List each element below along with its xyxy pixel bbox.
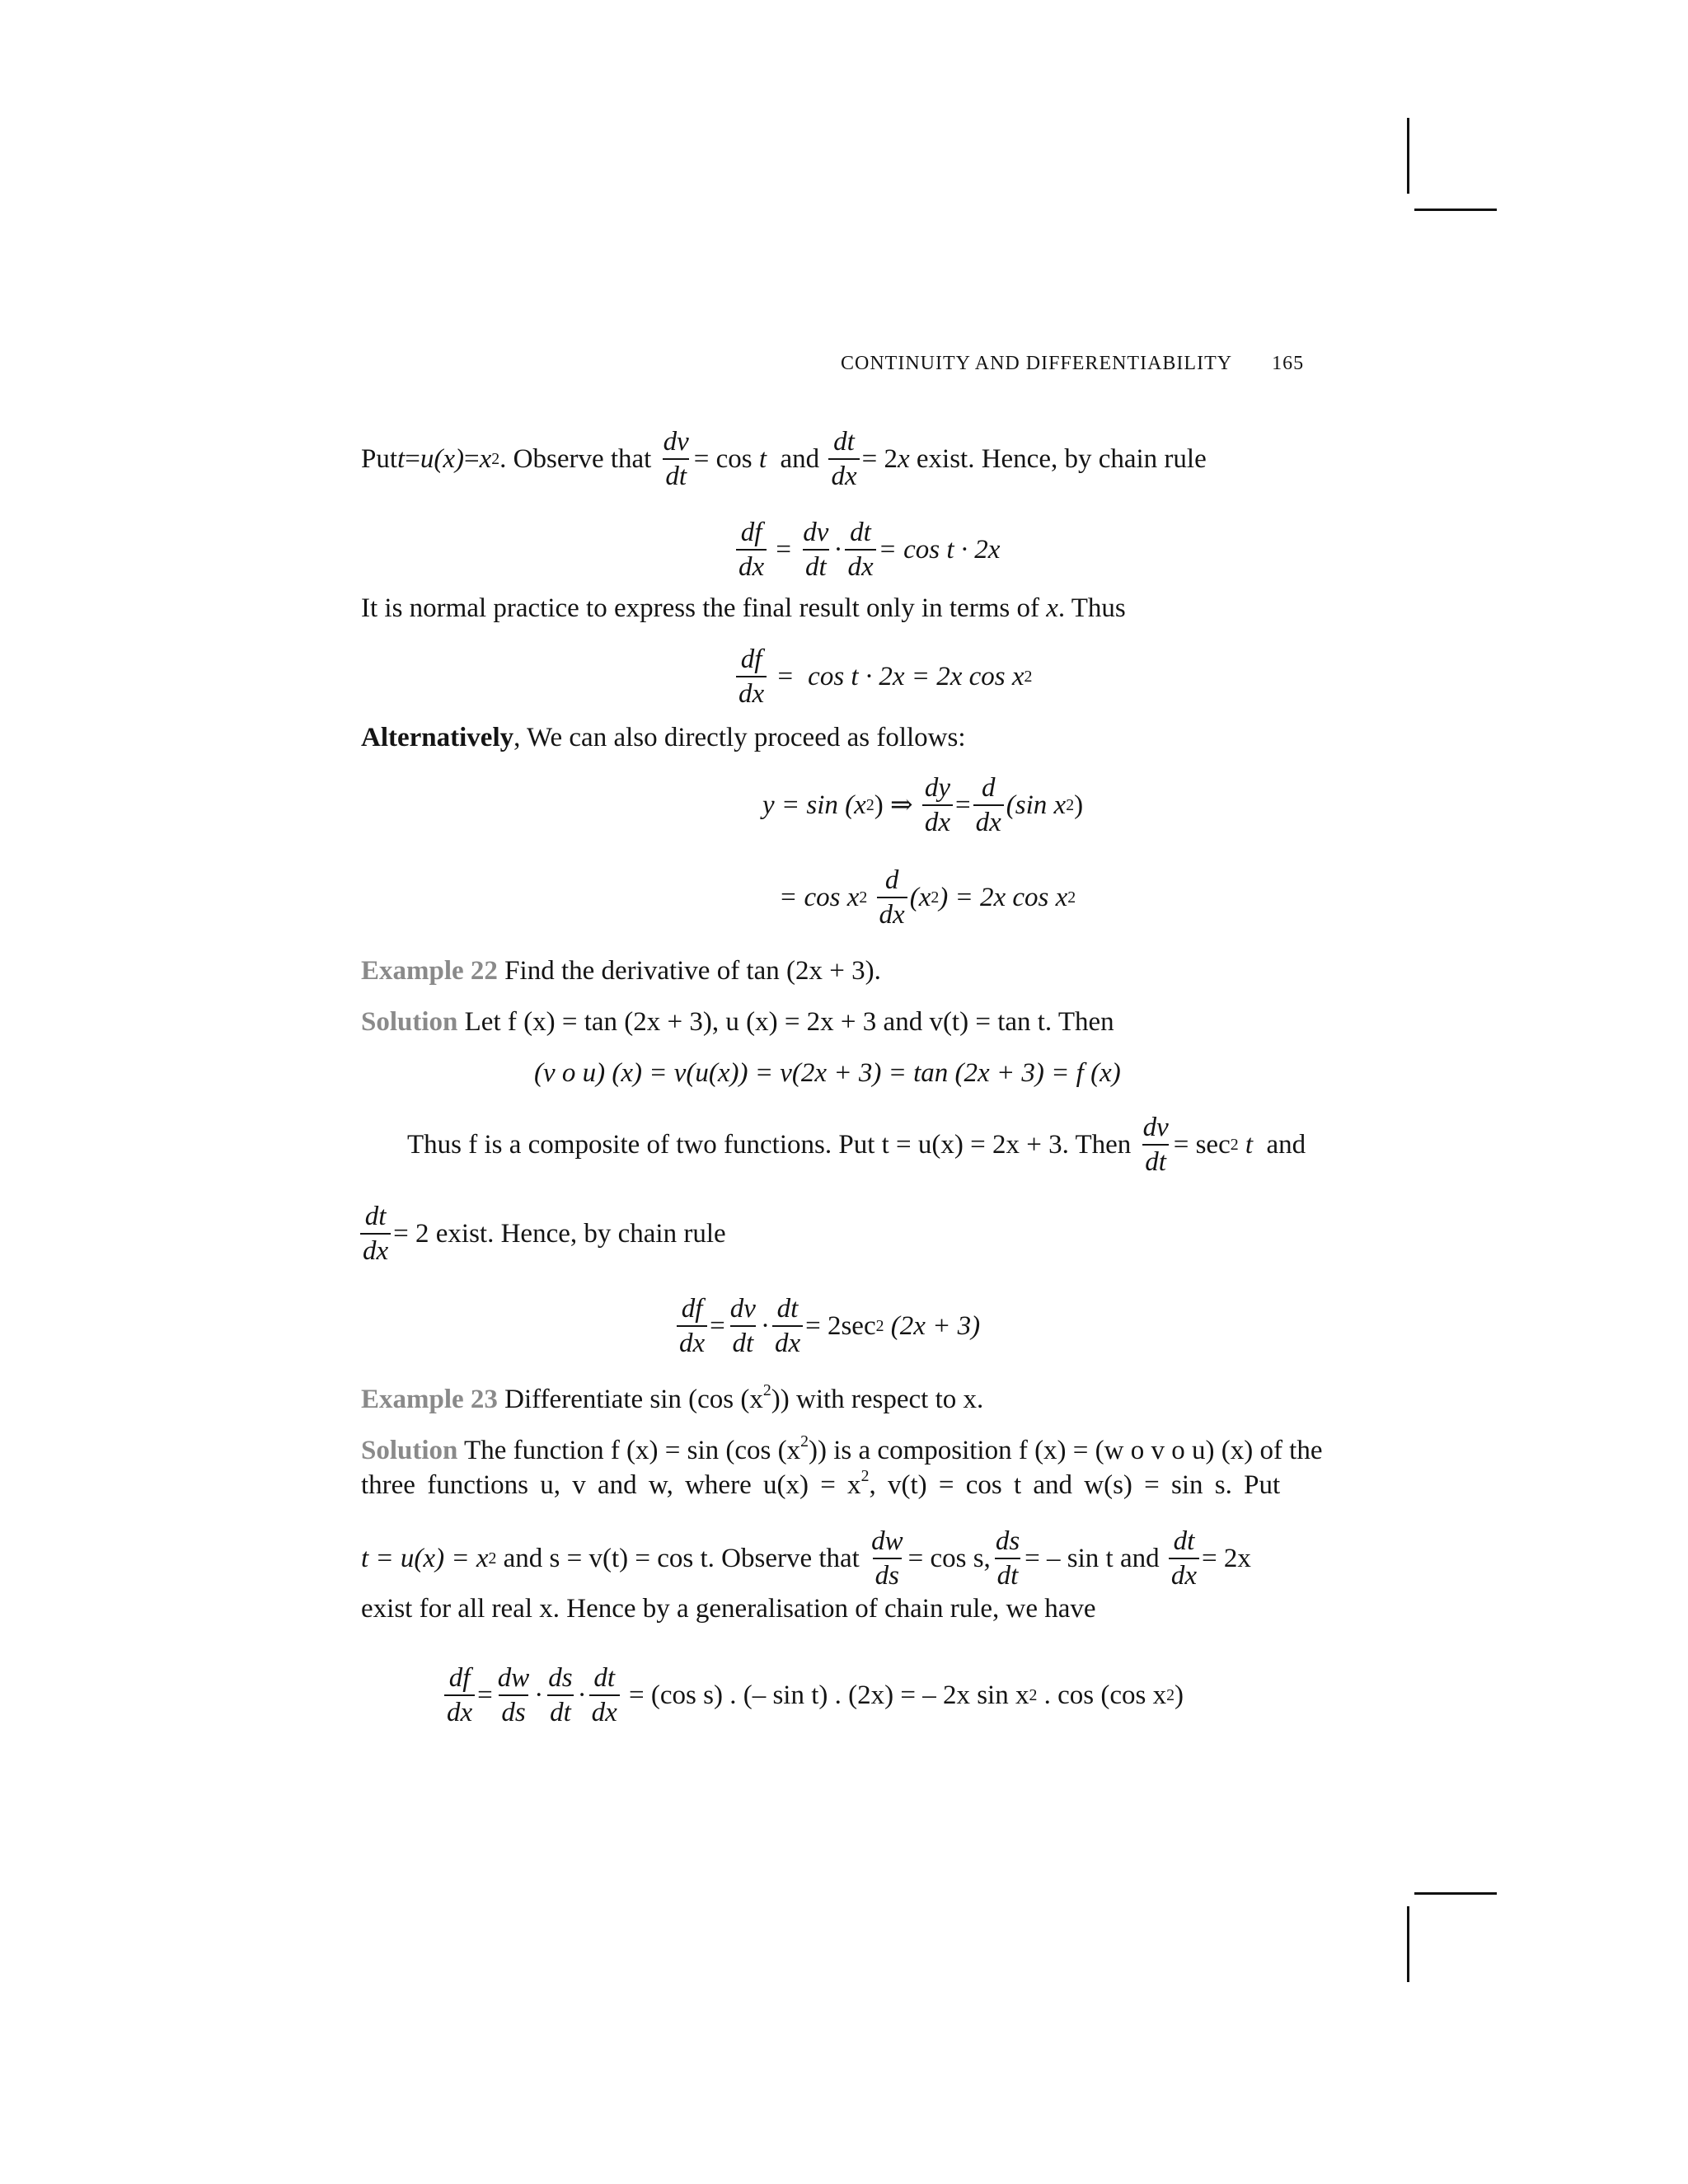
text: = cos s,	[907, 1544, 991, 1574]
numerator: dt	[1173, 1526, 1195, 1556]
text: = 2	[861, 444, 898, 475]
paragraph-put-t: Put t = u (x) = x 2 . Observe that $\frac{dv}{dt}$ = cos t and $\frac{dt}{dx}$ = 2 x exist. Hence, by chain rule	[361, 427, 1207, 492]
example-label: Example 22	[361, 956, 498, 986]
text: t = u(x) = x	[361, 1544, 489, 1574]
text: = sec	[1173, 1130, 1231, 1160]
denominator: dx	[1169, 1558, 1199, 1591]
text: y = sin (x	[762, 790, 866, 821]
paragraph-normal-practice	[361, 592, 1126, 625]
denominator: dx	[589, 1694, 620, 1727]
math-var: x	[479, 444, 492, 475]
fraction-dy-dx	[922, 773, 953, 838]
denominator: dx	[828, 458, 859, 491]
text: exist. Hence, by chain rule	[909, 444, 1207, 475]
math-var: t	[1238, 1130, 1254, 1160]
denominator: ds	[873, 1558, 902, 1591]
text: = cos t · 2x = 2x cos x	[769, 662, 1025, 692]
text: = (cos s) . (– sin t) . (2x) = – 2x sin x	[621, 1680, 1029, 1711]
numerator: df	[448, 1663, 471, 1693]
fraction-dt-dx	[772, 1294, 803, 1359]
text: and	[1253, 1130, 1306, 1160]
example-question: Find the derivative of tan (2x + 3).	[497, 956, 881, 986]
fraction-dv-dt	[728, 1294, 758, 1359]
text: = 2x	[1202, 1544, 1251, 1574]
text: , We can also directly proceed as follows:	[513, 723, 966, 752]
text: = – sin t and	[1025, 1544, 1166, 1574]
crop-mark-bottom-horizontal	[1414, 1892, 1497, 1895]
fraction-dt-dx	[845, 518, 875, 583]
text: . Observe that	[499, 444, 659, 475]
fraction-dw-ds	[495, 1663, 532, 1728]
example-23-heading	[361, 1383, 983, 1416]
numerator: dv	[663, 427, 689, 457]
crop-mark-top-vertical	[1407, 118, 1409, 194]
text: )	[1174, 1680, 1184, 1711]
math-var: t	[397, 444, 406, 475]
running-title: CONTINUITY AND DIFFERENTIABILITY	[841, 353, 1232, 374]
numerator: ds	[548, 1663, 573, 1693]
numerator: dt	[833, 427, 855, 457]
paragraph-alternatively	[361, 721, 966, 754]
text: and	[767, 444, 827, 475]
denominator: dx	[736, 549, 767, 582]
dot-operator: ·	[534, 1680, 544, 1711]
numerator: dv	[803, 518, 829, 547]
fraction-df-dx	[736, 518, 767, 583]
denominator: dx	[772, 1325, 803, 1358]
text: = cos t · 2x	[878, 535, 1001, 565]
fraction-dt-dx	[360, 1202, 391, 1267]
fraction-dt-dx	[1169, 1526, 1199, 1591]
bold-label: Alternatively	[361, 723, 514, 752]
equation-direct-2: = cos x 2 $\frac{d}{dx}$ (x 2 ) = 2x cos x 2	[779, 865, 1076, 930]
denominator: dt	[663, 458, 689, 491]
fraction-dv-dt	[661, 427, 692, 492]
dot-operator: ·	[760, 1311, 770, 1342]
text: = cos	[693, 444, 753, 475]
fraction-ds-dt	[546, 1663, 574, 1728]
fraction-dv-dt	[1141, 1113, 1171, 1178]
fraction-dt-dx	[589, 1663, 620, 1728]
text: exist for all real x. Hence by a generalisation of chain rule, we have	[361, 1594, 1096, 1624]
fraction-df-dx	[677, 1294, 707, 1359]
equation-result-in-x: $\frac{df}{dx}$ = cos t · 2x = 2x cos x 2	[734, 644, 1032, 710]
denominator: dx	[973, 804, 1004, 837]
fraction-dw-ds	[869, 1526, 906, 1591]
denominator: dt	[730, 1325, 757, 1358]
denominator: ds	[499, 1694, 528, 1727]
text: , v(t) = cos t and w(s) = sin s. Put	[869, 1470, 1281, 1500]
example-23-final-equation: $\frac{df}{dx}$ = $\frac{dw}{ds}$ · $\frac{ds}{dt}$ · $\frac{dt}{dx}$ = (cos s) . (– sin t) . (2x) = – 2x sin x 2 . cos (cos x 2 )	[442, 1663, 1184, 1728]
running-header	[841, 353, 1304, 375]
example-23-solution-line-1	[361, 1434, 1323, 1467]
text: The function f (x) = sin (cos (x	[457, 1436, 801, 1465]
superscript: 2	[762, 1381, 771, 1400]
math-var: x	[1046, 593, 1058, 623]
numerator: d	[981, 773, 996, 803]
text: )) is a composition f (x) = (w o v o u) (x) of the	[809, 1436, 1323, 1465]
example-23-solution-line-4	[361, 1592, 1096, 1625]
text: (x	[909, 883, 931, 913]
denominator: dx	[845, 549, 875, 582]
fraction-d-dx	[877, 865, 907, 930]
solution-text: Let f (x) = tan (2x + 3), u (x) = 2x + 3 and v(t) = tan t. Then	[457, 1007, 1114, 1037]
text: three functions u, v and w, where u(x) = x	[361, 1470, 861, 1500]
text: = 2 exist. Hence, by chain rule	[393, 1219, 726, 1249]
denominator: dt	[547, 1694, 574, 1727]
text: . Thus	[1057, 593, 1126, 623]
denominator: dt	[1142, 1144, 1169, 1177]
text: =	[955, 790, 971, 821]
solution-label: Solution	[361, 1007, 458, 1037]
math-var: u	[420, 444, 434, 475]
example-question: Differentiate sin (cos (x	[497, 1385, 763, 1414]
dot-operator: ·	[577, 1680, 587, 1711]
example-23-solution-line-2	[361, 1469, 1280, 1502]
numerator: dv	[1142, 1113, 1169, 1142]
math-var: (x)	[434, 444, 464, 475]
numerator: dw	[871, 1526, 903, 1556]
math-var: t	[758, 444, 767, 475]
superscript: 2	[800, 1432, 809, 1451]
equation-direct-1: y = sin (x 2 ) ⇒ $\frac{dy}{dx}$ = $\frac{d}{dx}$ (sin x 2 )	[762, 773, 1084, 838]
denominator: dx	[877, 897, 907, 930]
fraction-dt-dx	[828, 427, 859, 492]
denominator: dx	[444, 1694, 475, 1727]
numerator: dw	[497, 1663, 530, 1693]
denominator: dx	[677, 1325, 707, 1358]
text: Put	[361, 444, 398, 475]
crop-mark-top-horizontal	[1414, 209, 1497, 211]
numerator: df	[740, 518, 762, 547]
equation-chain-rule-1	[734, 518, 1000, 583]
text: = 2sec	[805, 1311, 876, 1342]
denominator: dx	[360, 1233, 391, 1266]
example-22-final-equation: $\frac{df}{dx}$ = $\frac{dv}{dt}$ · $\frac{dt}{dx}$ = 2sec 2 (2x + 3)	[674, 1294, 980, 1359]
text: ) ⇒	[874, 790, 913, 821]
numerator: dv	[729, 1294, 756, 1324]
numerator: df	[740, 644, 762, 674]
text: )) with respect to x.	[771, 1385, 984, 1414]
fraction-df-dx	[444, 1663, 475, 1728]
text: and s = v(t) = cos t. Observe that	[496, 1544, 867, 1574]
fraction-ds-dt	[993, 1526, 1022, 1591]
numerator: dt	[364, 1202, 387, 1231]
fraction-dv-dt	[800, 518, 831, 583]
example-22-composition	[534, 1057, 1121, 1090]
text: (sin x	[1006, 790, 1067, 821]
example-23-solution-line-3: t = u(x) = x 2 and s = v(t) = cos t. Observe that $\frac{dw}{ds}$ = cos s, $\frac{ds}{dt}$ = – sin t and $\frac{dt}{dx}$ = 2x	[361, 1526, 1251, 1591]
example-22-thus: Thus f is a composite of two functions. Put t = u(x) = 2x + 3. Then $\frac{dv}{dt}$ = sec 2 t and	[407, 1113, 1306, 1178]
text: Thus f is a composite of two functions. Put t = u(x) = 2x + 3. Then	[407, 1130, 1132, 1160]
example-22-heading	[361, 954, 881, 987]
denominator: dt	[995, 1558, 1021, 1591]
equation-text: (v o u) (x) = v(u(x)) = v(2x + 3) = tan (2x + 3) = f (x)	[534, 1058, 1121, 1088]
text: =	[463, 444, 480, 475]
numerator: dt	[593, 1663, 616, 1693]
text: It is normal practice to express the final result only in terms of	[361, 593, 1047, 623]
numerator: ds	[995, 1526, 1020, 1556]
denominator: dx	[736, 676, 767, 709]
text: ) = 2x cos x	[939, 883, 1068, 913]
math-var: x	[897, 444, 910, 475]
superscript: 2	[860, 1467, 870, 1486]
example-label: Example 23	[361, 1385, 498, 1414]
text: )	[1074, 790, 1084, 821]
text: (2x + 3)	[884, 1311, 981, 1342]
text: . cos (cos x	[1037, 1680, 1167, 1711]
denominator: dx	[922, 804, 953, 837]
fraction-d-dx	[973, 773, 1004, 838]
text: =	[769, 535, 799, 565]
solution-label: Solution	[361, 1436, 458, 1465]
text: = cos x	[779, 883, 860, 913]
text: =	[710, 1311, 725, 1342]
example-22-solution	[361, 1005, 1114, 1038]
numerator: d	[884, 865, 899, 895]
dot-operator: ·	[833, 535, 843, 565]
numerator: dy	[924, 773, 950, 803]
text: =	[405, 444, 420, 475]
text: =	[477, 1680, 493, 1711]
page-number: 165	[1272, 353, 1305, 374]
numerator: df	[681, 1294, 703, 1324]
denominator: dt	[803, 549, 829, 582]
example-22-dtdx	[358, 1202, 726, 1267]
numerator: dt	[850, 518, 871, 547]
crop-mark-bottom-vertical	[1407, 1906, 1409, 1982]
fraction-df-dx	[736, 644, 767, 710]
numerator: dt	[776, 1294, 799, 1324]
